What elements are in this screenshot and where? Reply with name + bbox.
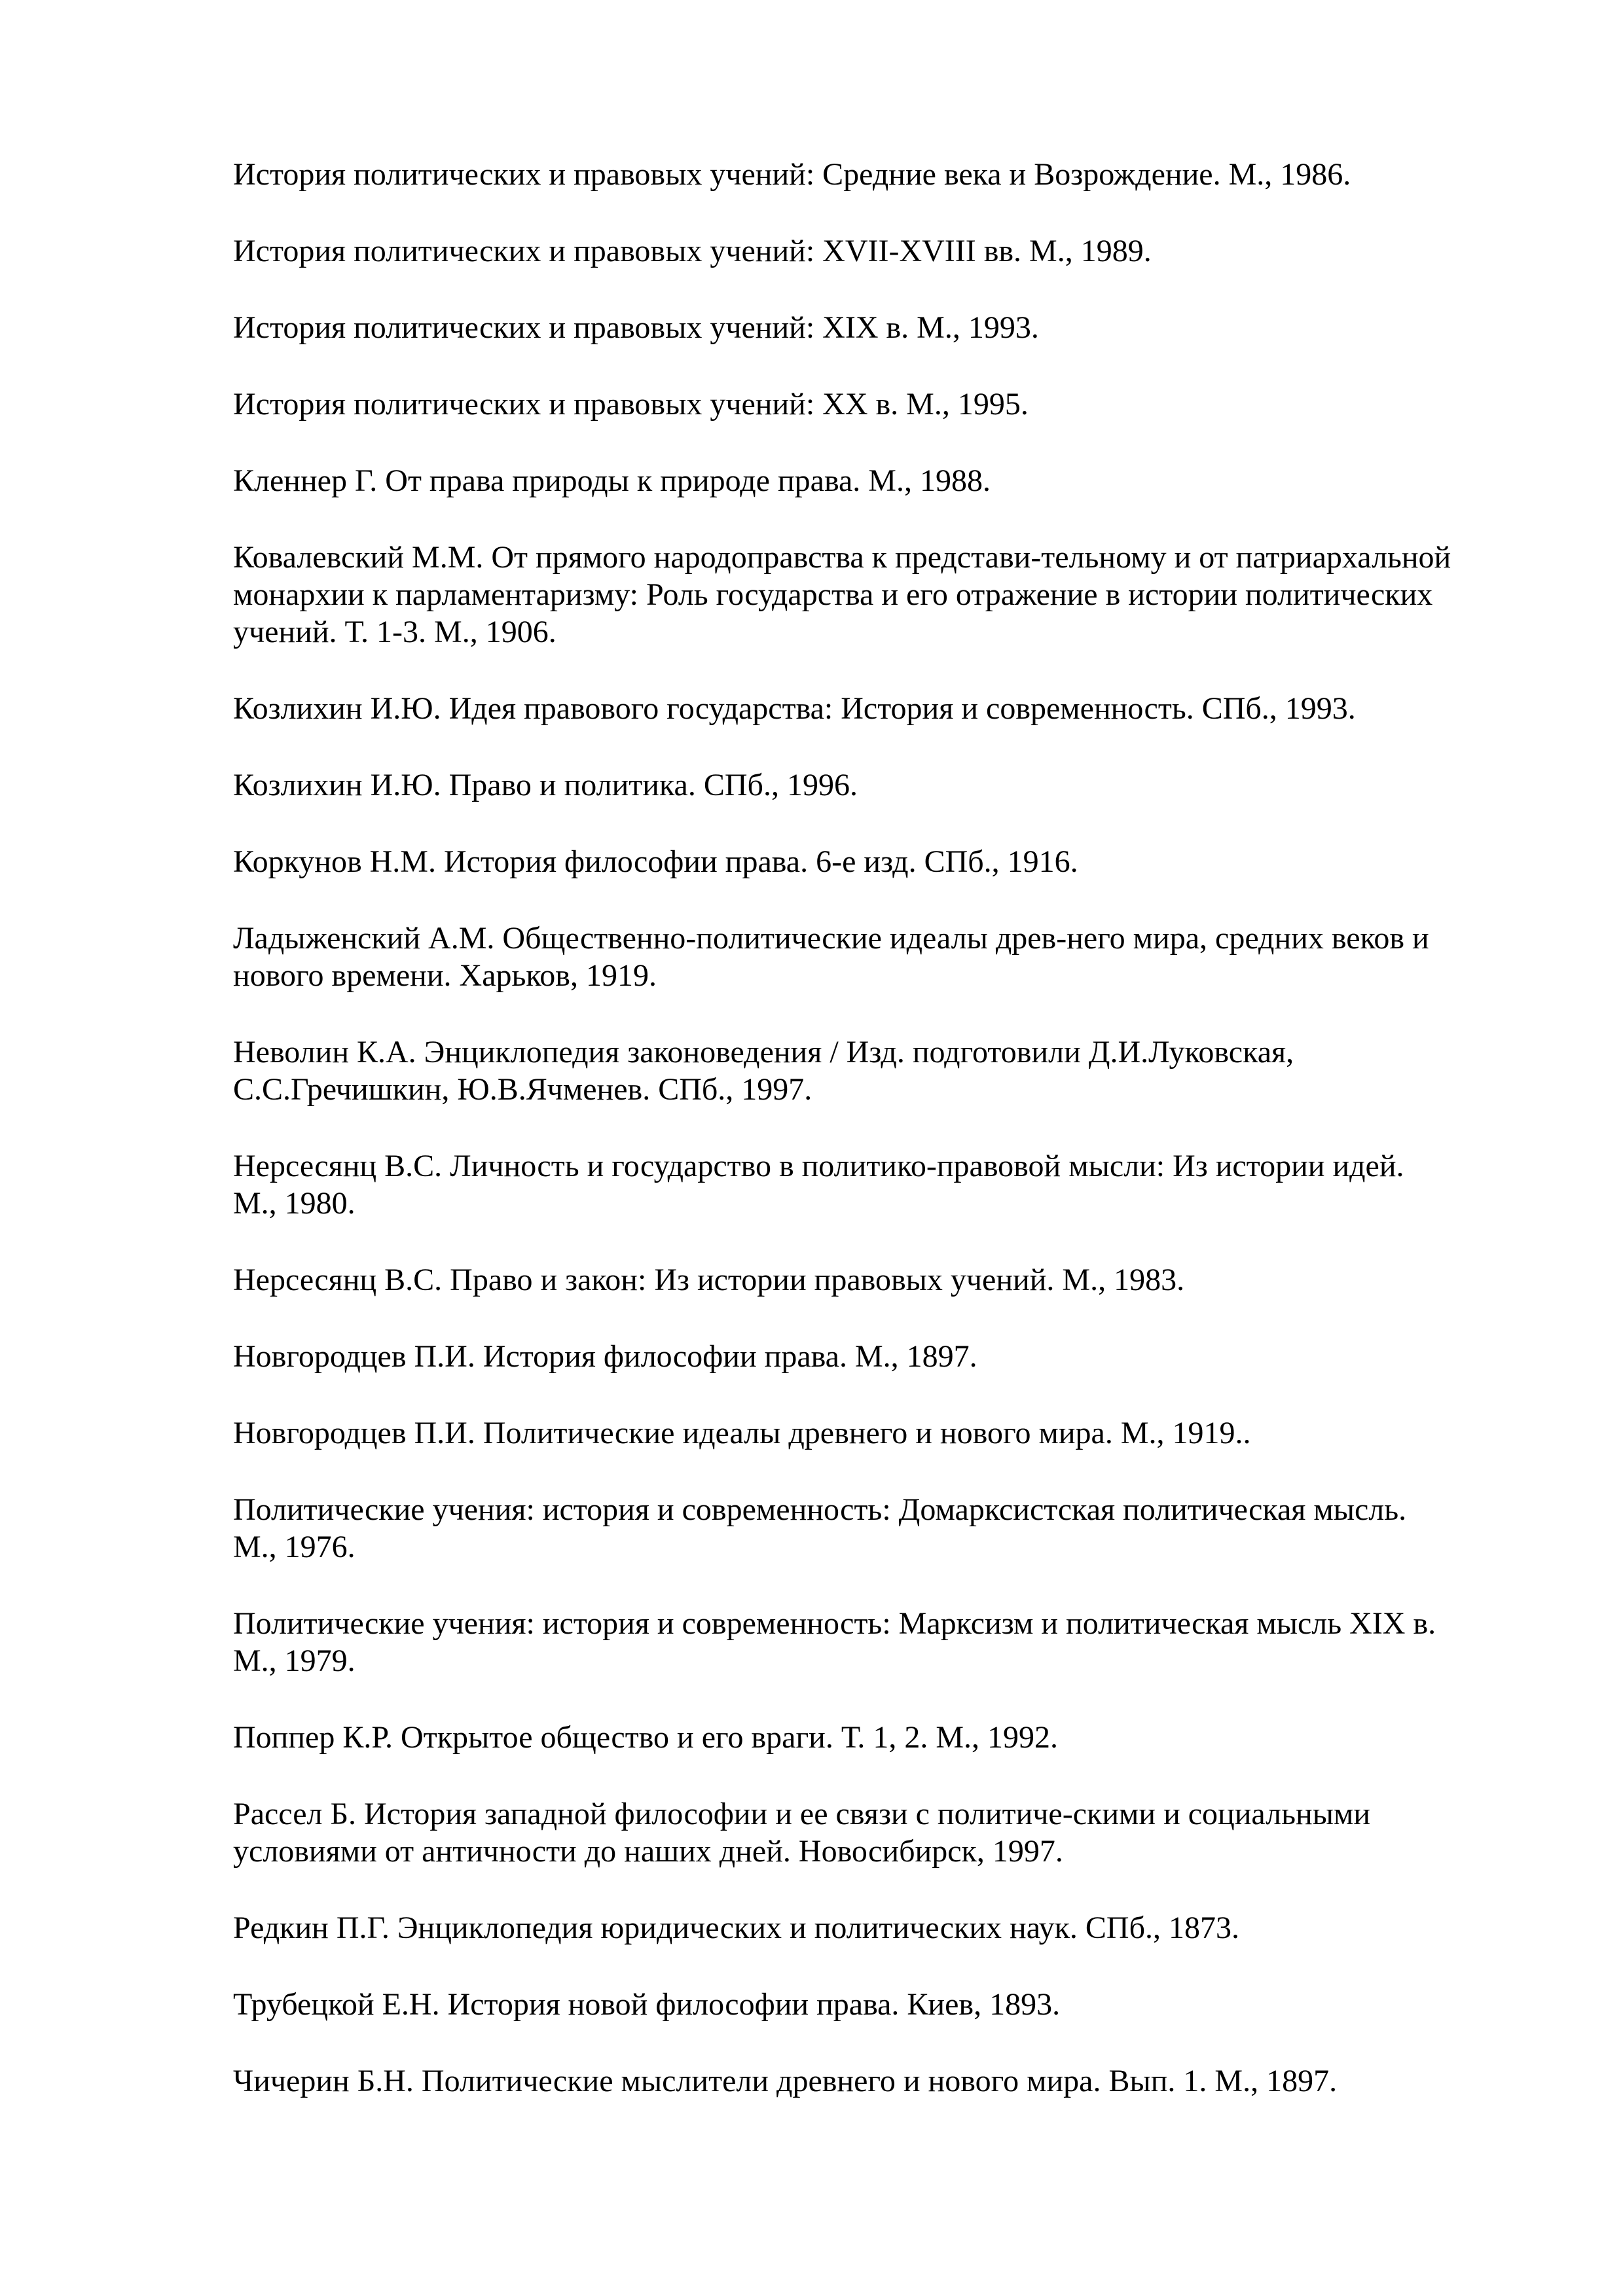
bibliography-entry <box>233 156 1529 193</box>
bibliography-entry <box>233 920 1529 994</box>
bibliography-entry <box>233 1261 1529 1299</box>
bibliography-entry-line: Политические учения: история и современность: Домарксистская политическая мысль. <box>233 1492 1407 1527</box>
bibliography-entry <box>233 1719 1529 1756</box>
bibliography-entry <box>233 1909 1529 1946</box>
bibliography-entry <box>233 766 1529 804</box>
bibliography-entry-line: История политических и правовых учений: XX в. М., 1995. <box>233 387 1029 422</box>
bibliography-entry <box>233 1605 1529 1679</box>
bibliography-entry-line: М., 1976. <box>233 1530 356 1564</box>
bibliography-entry <box>233 539 1529 651</box>
bibliography-entry-line: Политические учения: история и современность: Марксизм и политическая мысль XIX в. <box>233 1606 1436 1641</box>
bibliography-entry-line: Трубецкой Е.Н. История новой философии права. Киев, 1893. <box>233 1987 1061 2022</box>
bibliography-entry-line: М., 1980. <box>233 1186 356 1221</box>
bibliography-entry-line: Нерсесянц В.С. Личность и государство в политико-правовой мысли: Из истории идей. <box>233 1149 1404 1183</box>
bibliography-entry <box>233 690 1529 727</box>
bibliography-list <box>233 156 1529 2139</box>
bibliography-entry-line: Чичерин Б.Н. Политические мыслители древнего и нового мира. Вып. 1. М., 1897. <box>233 2064 1338 2098</box>
bibliography-entry <box>233 1147 1529 1222</box>
bibliography-entry-line: М., 1979. <box>233 1643 356 1678</box>
bibliography-entry-line: История политических и правовых учений: XIX в. М., 1993. <box>233 310 1039 345</box>
bibliography-entry-line: условиями от античности до наших дней. Новосибирск, 1997. <box>233 1834 1063 1869</box>
bibliography-entry <box>233 1491 1529 1566</box>
bibliography-entry <box>233 309 1529 346</box>
bibliography-entry <box>233 1033 1529 1108</box>
bibliography-entry-line: История политических и правовых учений: Средние века и Возрождение. М., 1986. <box>233 157 1351 192</box>
bibliography-entry <box>233 462 1529 499</box>
bibliography-entry-line: учений. Т. 1-3. М., 1906. <box>233 615 556 649</box>
bibliography-entry-line: Редкин П.Г. Энциклопедия юридических и политических наук. СПб., 1873. <box>233 1910 1240 1945</box>
bibliography-entry-line: нового времени. Харьков, 1919. <box>233 958 657 993</box>
bibliography-entry-line: монархии к парламентаризму: Роль государства и его отражение в истории политических <box>233 577 1433 612</box>
bibliography-entry <box>233 2062 1529 2100</box>
bibliography-entry-line: Коркунов Н.М. История философии права. 6-е изд. СПб., 1916. <box>233 844 1078 879</box>
bibliography-entry <box>233 232 1529 270</box>
bibliography-entry-line: Новгородцев П.И. История философии права. М., 1897. <box>233 1339 977 1374</box>
bibliography-entry-line: Поппер К.Р. Открытое общество и его враги. Т. 1, 2. М., 1992. <box>233 1720 1059 1755</box>
bibliography-entry-line: Ладыженский А.М. Общественно-политические идеалы древ-него мира, средних веков и <box>233 921 1429 956</box>
bibliography-entry-line: Неволин К.А. Энциклопедия законоведения / Изд. подготовили Д.И.Луковская, <box>233 1035 1294 1069</box>
bibliography-entry-line: Новгородцев П.И. Политические идеалы древнего и нового мира. М., 1919.. <box>233 1416 1251 1450</box>
bibliography-entry <box>233 1338 1529 1375</box>
bibliography-entry <box>233 1414 1529 1452</box>
bibliography-entry-line: Нерсесянц В.С. Право и закон: Из истории правовых учений. М., 1983. <box>233 1263 1185 1297</box>
bibliography-entry-line: Козлихин И.Ю. Право и политика. СПб., 1996. <box>233 768 858 802</box>
bibliography-entry <box>233 386 1529 423</box>
bibliography-entry-line: Кленнер Г. От права природы к природе права. М., 1988. <box>233 463 991 498</box>
bibliography-entry-line: С.С.Гречишкин, Ю.В.Ячменев. СПб., 1997. <box>233 1072 812 1107</box>
bibliography-entry-line: Рассел Б. История западной философии и ее связи с политиче-скими и социальными <box>233 1797 1370 1831</box>
bibliography-entry <box>233 843 1529 880</box>
bibliography-entry <box>233 1986 1529 2023</box>
bibliography-entry-line: История политических и правовых учений: XVII-XVIII вв. М., 1989. <box>233 234 1152 268</box>
bibliography-entry-line: Козлихин И.Ю. Идея правового государства: История и современность. СПб., 1993. <box>233 691 1356 726</box>
bibliography-entry <box>233 1795 1529 1870</box>
bibliography-entry-line: Ковалевский М.М. От прямого народоправства к представи-тельному и от патриархальной <box>233 540 1451 575</box>
